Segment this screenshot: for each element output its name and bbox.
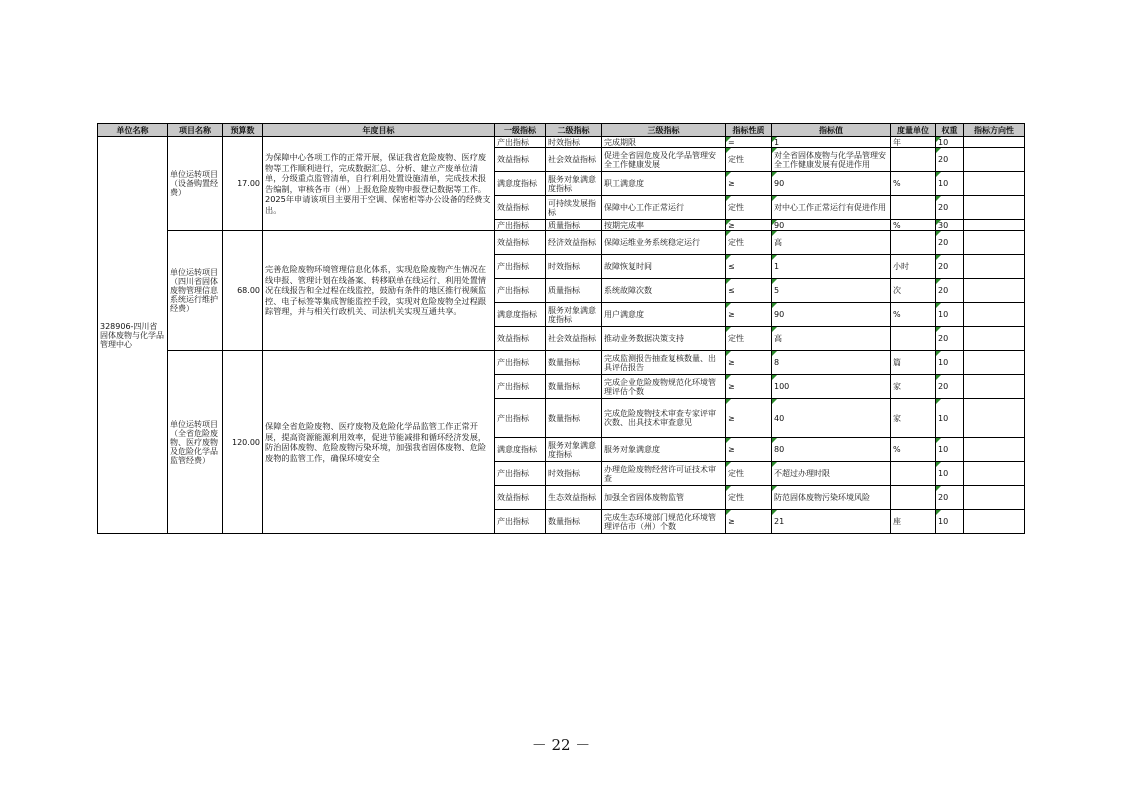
- direction-cell: [964, 351, 1025, 375]
- nature-cell: ≥: [726, 399, 772, 438]
- header-level3: 三级指标: [602, 124, 726, 137]
- measure-unit-cell: [891, 462, 936, 486]
- measure-unit-cell: 家: [891, 399, 936, 438]
- weight-cell: 20: [936, 196, 964, 220]
- weight-cell: 20: [936, 375, 964, 399]
- direction-cell: [964, 462, 1025, 486]
- measure-unit-cell: %: [891, 172, 936, 196]
- weight-cell: 20: [936, 148, 964, 172]
- annual-goal-cell: 完善危险废物环境管理信息化体系，实现危险废物产生情况在线申报、管理计划在线备案、转移联单在线运行、利用处置情况在线报告和全过程在线监控，鼓励有条件的地区推行视频监控、电子标签等集成智能监控手段，实现对危险废物全过程跟踪管理，并与相关行政机关、司法机关实现互通共享。: [263, 231, 495, 351]
- direction-cell: [964, 196, 1025, 220]
- value-cell: 防范固体废物污染环境风险: [772, 486, 891, 510]
- level3-cell: 完成企业危险废物规范化环境管理评估个数: [602, 375, 726, 399]
- level2-cell: 社会效益指标: [546, 148, 602, 172]
- level1-cell: 满意度指标: [495, 303, 546, 327]
- nature-cell: ≥: [726, 303, 772, 327]
- nature-cell: 定性: [726, 486, 772, 510]
- value-cell: 40: [772, 399, 891, 438]
- annual-goal-cell: 为保障中心各项工作的正常开展，保证我省危险废物、医疗废物等工作顺利进行，完成数据汇总、分析、建立产废单位清单，分级重点监管清单，自行利用处置设施清单，完成技术报告编制，审核各市（州）上报危险废物申报登记数据等工作。2025年申请该项目主要用于空调、保密柜等办公设备的经费支出。: [263, 137, 495, 231]
- measure-unit-cell: 家: [891, 375, 936, 399]
- direction-cell: [964, 375, 1025, 399]
- value-cell: 对全省固体废物与化学品管理安全工作健康发展有促进作用: [772, 148, 891, 172]
- value-cell: 80: [772, 438, 891, 462]
- weight-cell: 20: [936, 486, 964, 510]
- project-name-cell: 单位运转项目（设备购置经费）: [168, 137, 223, 231]
- level1-cell: 产出指标: [495, 137, 546, 148]
- header-unit-name: 单位名称: [98, 124, 168, 137]
- level1-cell: 产出指标: [495, 220, 546, 231]
- level3-cell: 完成危险废物技术审查专家评审次数、出具技术审查意见: [602, 399, 726, 438]
- nature-cell: ≥: [726, 375, 772, 399]
- header-nature: 指标性质: [726, 124, 772, 137]
- value-cell: 90: [772, 220, 891, 231]
- budget-cell: 17.00: [223, 137, 263, 231]
- level2-cell: 质量指标: [546, 279, 602, 303]
- header-direction: 指标方向性: [964, 124, 1025, 137]
- level3-cell: 推动业务数据决策支持: [602, 327, 726, 351]
- level3-cell: 完成监测报告抽查复核数量、出具评估报告: [602, 351, 726, 375]
- direction-cell: [964, 399, 1025, 438]
- project-name-cell: 单位运转项目（全省危险废物、医疗废物及危险化学品监管经费）: [168, 351, 223, 534]
- level2-cell: 时效指标: [546, 462, 602, 486]
- project-name-cell: 单位运转项目（四川省固体废物管理信息系统运行维护经费）: [168, 231, 223, 351]
- table-row: [98, 137, 1025, 148]
- nature-cell: 定性: [726, 196, 772, 220]
- level1-cell: 满意度指标: [495, 438, 546, 462]
- level2-cell: 时效指标: [546, 255, 602, 279]
- header-weight: 权重: [936, 124, 964, 137]
- level1-cell: 效益指标: [495, 196, 546, 220]
- nature-cell: 定性: [726, 462, 772, 486]
- weight-cell: 20: [936, 231, 964, 255]
- level1-cell: 效益指标: [495, 486, 546, 510]
- level1-cell: 产出指标: [495, 255, 546, 279]
- level2-cell: 生态效益指标: [546, 486, 602, 510]
- direction-cell: [964, 486, 1025, 510]
- measure-unit-cell: 小时: [891, 255, 936, 279]
- level3-cell: 服务对象满意度: [602, 438, 726, 462]
- level3-cell: 职工满意度: [602, 172, 726, 196]
- weight-cell: 20: [936, 255, 964, 279]
- weight-cell: 10: [936, 172, 964, 196]
- weight-cell: 10: [936, 137, 964, 148]
- value-cell: 5: [772, 279, 891, 303]
- level1-cell: 产出指标: [495, 279, 546, 303]
- measure-unit-cell: %: [891, 438, 936, 462]
- level1-cell: 产出指标: [495, 462, 546, 486]
- measure-unit-cell: 次: [891, 279, 936, 303]
- direction-cell: [964, 279, 1025, 303]
- table-row: [98, 351, 1025, 375]
- table-row: [98, 231, 1025, 255]
- value-cell: 1: [772, 255, 891, 279]
- measure-unit-cell: 座: [891, 510, 936, 534]
- header-annual-goal: 年度目标: [263, 124, 495, 137]
- header-value: 指标值: [772, 124, 891, 137]
- header-measure-unit: 度量单位: [891, 124, 936, 137]
- level2-cell: 数量指标: [546, 351, 602, 375]
- measure-unit-cell: [891, 148, 936, 172]
- weight-cell: 20: [936, 327, 964, 351]
- nature-cell: 定性: [726, 327, 772, 351]
- nature-cell: ≤: [726, 255, 772, 279]
- value-cell: 高: [772, 231, 891, 255]
- level3-cell: 促进全省固危废及化学品管理安全工作健康发展: [602, 148, 726, 172]
- level3-cell: 按期完成率: [602, 220, 726, 231]
- value-cell: 90: [772, 303, 891, 327]
- budget-cell: 120.00: [223, 351, 263, 534]
- direction-cell: [964, 172, 1025, 196]
- direction-cell: [964, 327, 1025, 351]
- weight-cell: 10: [936, 510, 964, 534]
- weight-cell: 20: [936, 279, 964, 303]
- header-level2: 二级指标: [546, 124, 602, 137]
- value-cell: 21: [772, 510, 891, 534]
- level2-cell: 数量指标: [546, 399, 602, 438]
- value-cell: 不超过办理时限: [772, 462, 891, 486]
- header-project-name: 项目名称: [168, 124, 223, 137]
- level3-cell: 保障运维业务系统稳定运行: [602, 231, 726, 255]
- weight-cell: 10: [936, 351, 964, 375]
- measure-unit-cell: [891, 231, 936, 255]
- level2-cell: 时效指标: [546, 137, 602, 148]
- level3-cell: 加强全省固体废物监管: [602, 486, 726, 510]
- nature-cell: ≥: [726, 220, 772, 231]
- nature-cell: ≥: [726, 351, 772, 375]
- measure-unit-cell: 年: [891, 137, 936, 148]
- value-cell: 1: [772, 137, 891, 148]
- level2-cell: 可持续发展指标: [546, 196, 602, 220]
- measure-unit-cell: [891, 327, 936, 351]
- level1-cell: 产出指标: [495, 351, 546, 375]
- level3-cell: 保障中心工作正常运行: [602, 196, 726, 220]
- annual-goal-cell: 保障全省危险废物、医疗废物及危险化学品监管工作正常开展，提高资源能源利用效率，促进节能减排和循环经济发展，防治固体废物、危险废物污染环境，加强我省固体废物、危险废物的监管工作，确保环境安全: [263, 351, 495, 534]
- weight-cell: 10: [936, 438, 964, 462]
- header-budget: 预算数: [223, 124, 263, 137]
- direction-cell: [964, 148, 1025, 172]
- nature-cell: ≥: [726, 510, 772, 534]
- level2-cell: 服务对象满意度指标: [546, 438, 602, 462]
- header-level1: 一级指标: [495, 124, 546, 137]
- level1-cell: 效益指标: [495, 231, 546, 255]
- weight-cell: 10: [936, 399, 964, 438]
- direction-cell: [964, 231, 1025, 255]
- level2-cell: 数量指标: [546, 510, 602, 534]
- header-row: [98, 124, 1025, 137]
- level2-cell: 经济效益指标: [546, 231, 602, 255]
- level2-cell: 服务对象满意度指标: [546, 303, 602, 327]
- weight-cell: 30: [936, 220, 964, 231]
- direction-cell: [964, 303, 1025, 327]
- level1-cell: 效益指标: [495, 148, 546, 172]
- nature-cell: ≤: [726, 279, 772, 303]
- level2-cell: 服务对象满意度指标: [546, 172, 602, 196]
- direction-cell: [964, 137, 1025, 148]
- nature-cell: ≥: [726, 438, 772, 462]
- level3-cell: 故障恢复时间: [602, 255, 726, 279]
- weight-cell: 10: [936, 462, 964, 486]
- level3-cell: 系统故障次数: [602, 279, 726, 303]
- level1-cell: 产出指标: [495, 399, 546, 438]
- level1-cell: 满意度指标: [495, 172, 546, 196]
- value-cell: 100: [772, 375, 891, 399]
- level3-cell: 用户满意度: [602, 303, 726, 327]
- measure-unit-cell: [891, 196, 936, 220]
- value-cell: 90: [772, 172, 891, 196]
- level1-cell: 效益指标: [495, 327, 546, 351]
- value-cell: 8: [772, 351, 891, 375]
- nature-cell: 定性: [726, 231, 772, 255]
- level2-cell: 社会效益指标: [546, 327, 602, 351]
- direction-cell: [964, 255, 1025, 279]
- level2-cell: 数量指标: [546, 375, 602, 399]
- level3-cell: 完成生态环境部门规范化环境管理评估市（州）个数: [602, 510, 726, 534]
- weight-cell: 10: [936, 303, 964, 327]
- performance-goal-table: [97, 123, 1025, 534]
- level2-cell: 质量指标: [546, 220, 602, 231]
- level3-cell: 完成期限: [602, 137, 726, 148]
- direction-cell: [964, 220, 1025, 231]
- budget-cell: 68.00: [223, 231, 263, 351]
- nature-cell: ≥: [726, 172, 772, 196]
- measure-unit-cell: 篇: [891, 351, 936, 375]
- nature-cell: 定性: [726, 148, 772, 172]
- direction-cell: [964, 438, 1025, 462]
- measure-unit-cell: %: [891, 220, 936, 231]
- page-number: － 22 －: [531, 736, 591, 754]
- unit-name-cell: 328906-四川省固体废物与化学品管理中心: [98, 137, 168, 534]
- direction-cell: [964, 510, 1025, 534]
- level3-cell: 办理危险废物经营许可证技术审查: [602, 462, 726, 486]
- value-cell: 高: [772, 327, 891, 351]
- level1-cell: 产出指标: [495, 510, 546, 534]
- measure-unit-cell: [891, 486, 936, 510]
- value-cell: 对中心工作正常运行有促进作用: [772, 196, 891, 220]
- measure-unit-cell: %: [891, 303, 936, 327]
- level1-cell: 产出指标: [495, 375, 546, 399]
- nature-cell: =: [726, 137, 772, 148]
